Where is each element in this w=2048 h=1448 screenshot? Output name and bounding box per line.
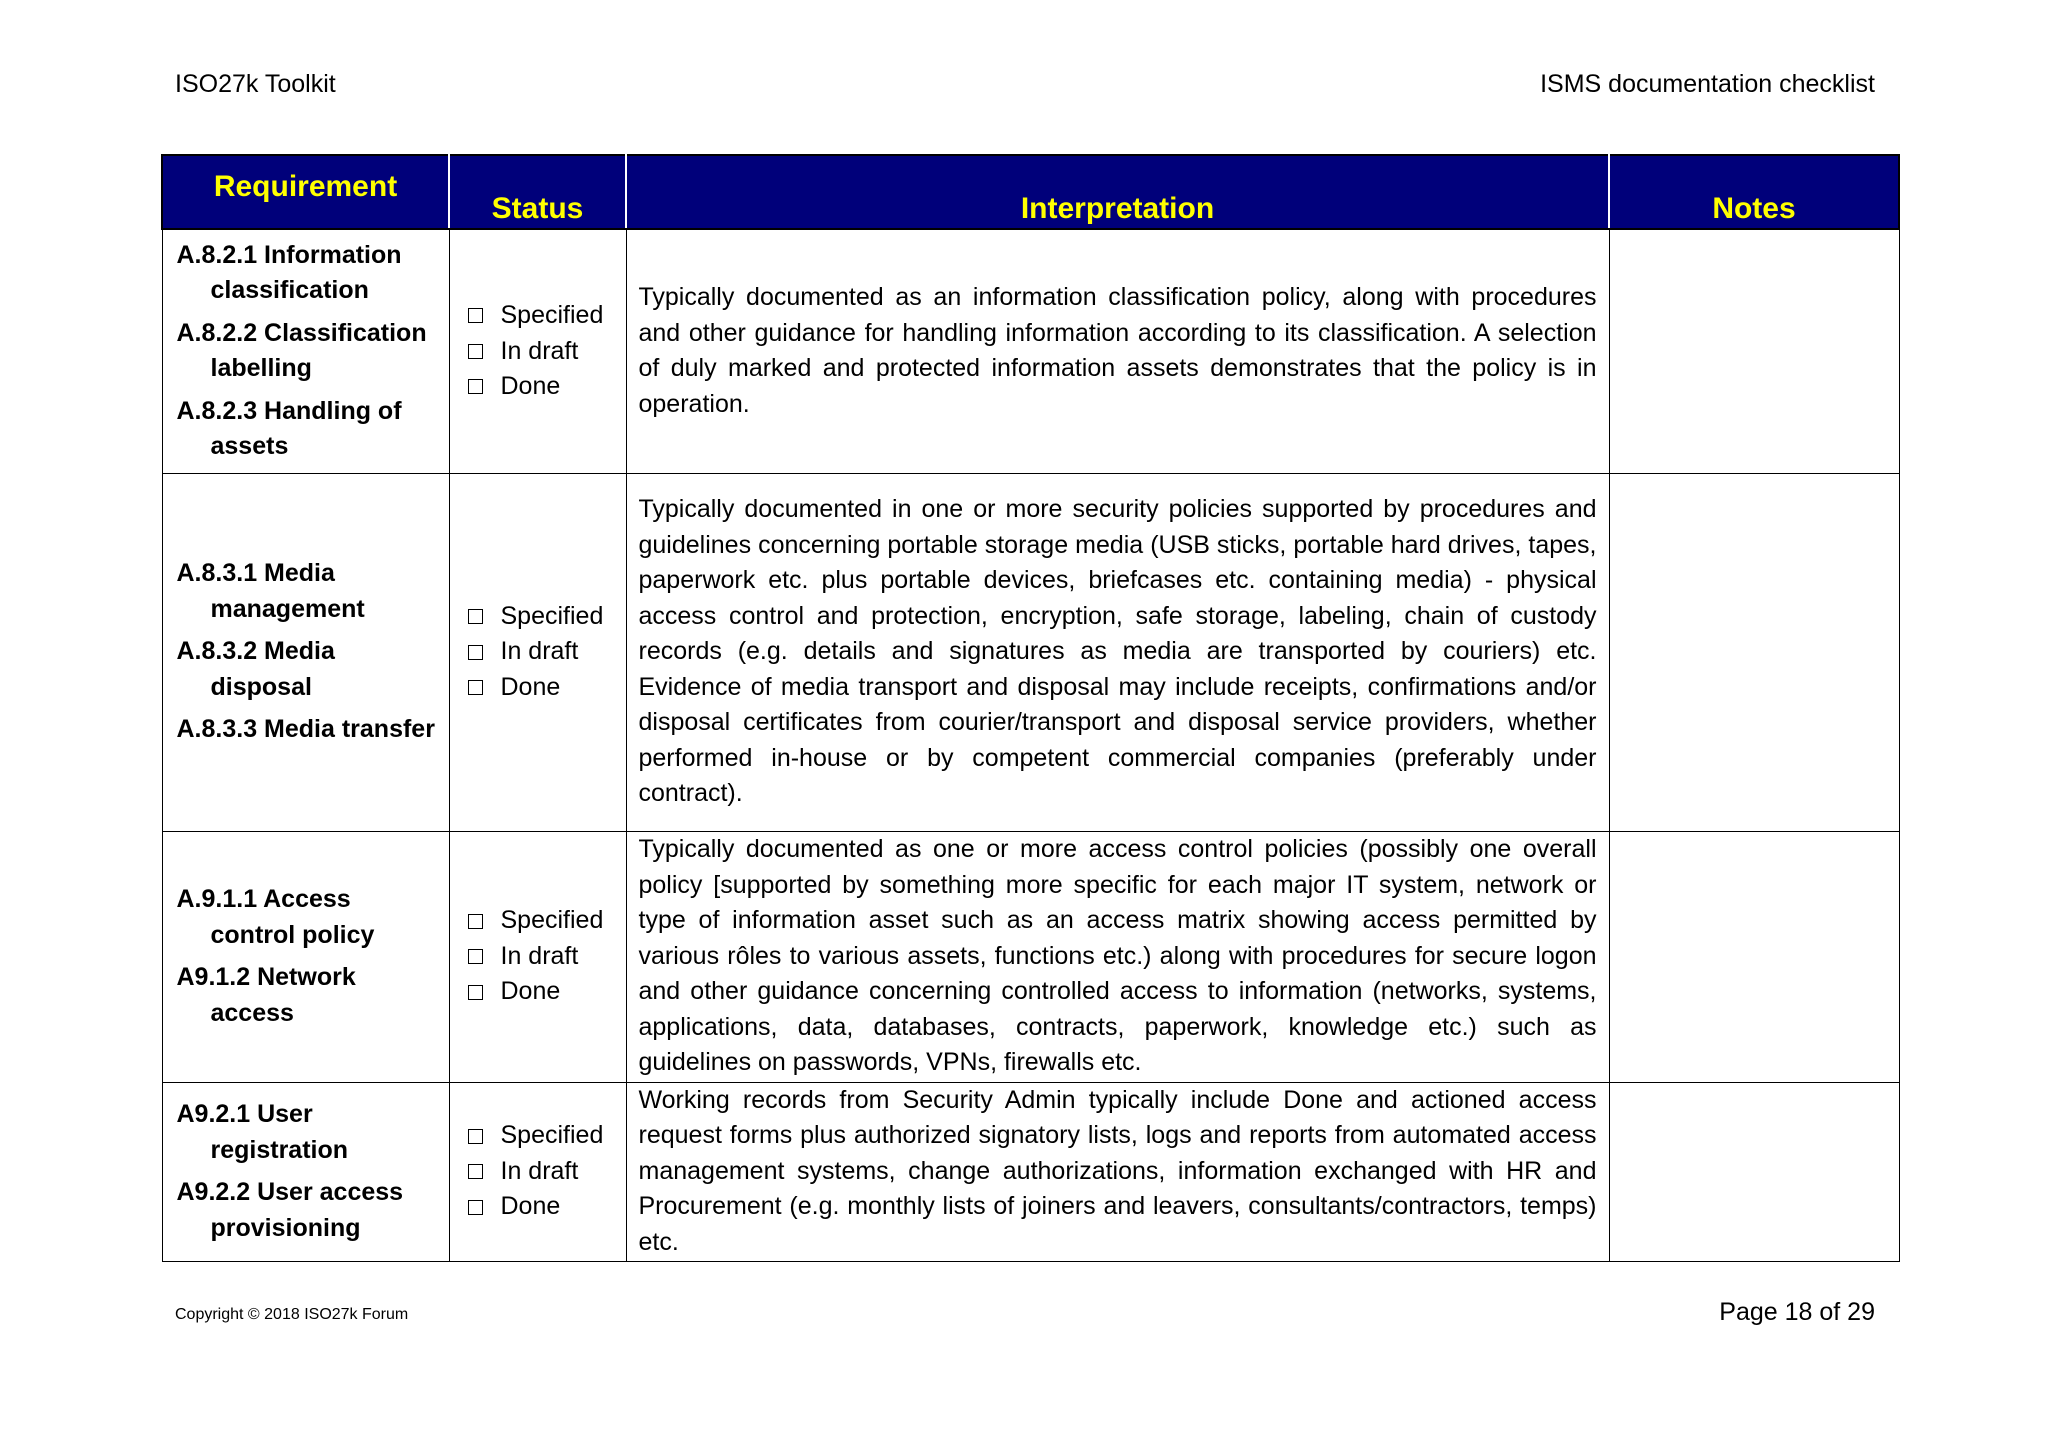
requirement-item: A.9.1.1 Access control policy	[176, 885, 375, 949]
status-label: Done	[500, 1192, 561, 1221]
checkbox-icon[interactable]	[468, 344, 483, 359]
interpretation-cell: Working records from Security Admin typically include Done and actioned access request forms plus authorized signatory lists, logs and reports from automated access management systems, change authorizations, information exchanged with HR and Procurement (e.g. monthly lists of joiners and leavers, consultants/contractors, temps) etc.	[626, 1082, 1609, 1261]
status-option-in-draft[interactable]	[468, 634, 614, 670]
requirement-item: A9.1.2 Network access	[176, 963, 356, 1027]
status-option-specified[interactable]	[468, 599, 614, 635]
table-row	[162, 1082, 1899, 1261]
status-label: In draft	[500, 336, 579, 365]
status-cell	[449, 831, 626, 1082]
requirement-item: A.8.2.2 Classification labelling	[176, 318, 427, 383]
status-label: Specified	[500, 906, 604, 935]
document-header-right: ISMS documentation checklist	[1540, 70, 1875, 98]
status-cell	[449, 473, 626, 831]
checkbox-icon[interactable]	[468, 645, 483, 660]
status-option-specified[interactable]	[468, 903, 614, 939]
requirement-cell	[162, 473, 449, 831]
requirement-item: A.8.3.1 Media management	[176, 559, 365, 623]
notes-cell[interactable]	[1609, 1082, 1899, 1261]
table-row	[162, 473, 1899, 831]
requirement-item: A9.2.1 User registration	[176, 1100, 349, 1164]
requirement-cell	[162, 1082, 449, 1261]
checkbox-icon[interactable]	[468, 1129, 483, 1144]
checkbox-icon[interactable]	[468, 949, 483, 964]
requirement-item: A.8.3.3 Media transfer	[176, 715, 435, 744]
document-header-left: ISO27k Toolkit	[175, 70, 336, 98]
status-label: Done	[500, 977, 561, 1006]
status-label: Done	[500, 672, 561, 701]
table-row	[162, 831, 1899, 1082]
requirement-cell	[162, 831, 449, 1082]
requirement-cell	[162, 229, 449, 473]
notes-cell[interactable]	[1609, 473, 1899, 831]
interpretation-cell: Typically documented in one or more security policies supported by procedures and guidelines concerning portable storage media (USB sticks, portable hard drives, tapes, paperwork etc. plus portable devices, briefcases etc. containing media) - physical access control and protection, encryption, safe storage, labeling, chain of custody records (e.g. details and signatures as media are transported by couriers) etc. Evidence of media transport and disposal may include receipts, confirmations and/or disposal certificates from courier/transport and disposal service providers, whether performed in-house or by competent commercial companies (preferably under contract).	[626, 473, 1609, 831]
column-header-status: Status	[449, 155, 626, 229]
requirement-item: A9.2.2 User access provisioning	[176, 1178, 404, 1242]
status-option-done[interactable]	[468, 1189, 614, 1225]
status-option-specified[interactable]	[468, 298, 614, 334]
checkbox-icon[interactable]	[468, 680, 483, 695]
checkbox-icon[interactable]	[468, 985, 483, 1000]
page-number: Page 18 of 29	[1719, 1298, 1875, 1326]
status-label: Specified	[500, 301, 604, 329]
status-option-in-draft[interactable]	[468, 334, 614, 370]
requirement-item: A.8.3.2 Media disposal	[176, 637, 335, 701]
checkbox-icon[interactable]	[468, 609, 483, 624]
column-header-interpretation: Interpretation	[626, 155, 1609, 229]
checklist-table	[161, 154, 1900, 1262]
checkbox-icon[interactable]	[468, 914, 483, 929]
status-option-done[interactable]	[468, 369, 614, 405]
checkbox-icon[interactable]	[468, 379, 483, 394]
status-label: In draft	[500, 941, 579, 970]
status-label: In draft	[500, 637, 579, 666]
status-label: In draft	[500, 1156, 579, 1185]
requirement-item: A.8.2.3 Handling of assets	[176, 396, 402, 461]
status-cell	[449, 229, 626, 473]
checkbox-icon[interactable]	[468, 1200, 483, 1215]
table-row	[162, 229, 1899, 473]
status-label: Done	[500, 372, 561, 400]
requirement-item: A.8.2.1 Information classification	[176, 240, 402, 305]
status-label: Specified	[500, 1121, 604, 1150]
table-header-row	[162, 155, 1899, 229]
notes-cell[interactable]	[1609, 229, 1899, 473]
column-header-notes: Notes	[1609, 155, 1899, 229]
notes-cell[interactable]	[1609, 831, 1899, 1082]
status-option-in-draft[interactable]	[468, 1154, 614, 1190]
copyright-notice: Copyright © 2018 ISO27k Forum	[175, 1306, 409, 1323]
status-cell	[449, 1082, 626, 1261]
interpretation-cell: Typically documented as an information classification policy, along with procedures and other guidance for handling information according to its classification. A selection of duly marked and protected information assets demonstrates that the policy is in operation.	[626, 229, 1609, 473]
column-header-requirement: Requirement	[162, 155, 449, 229]
status-label: Specified	[500, 601, 604, 630]
status-option-specified[interactable]	[468, 1118, 614, 1154]
status-option-done[interactable]	[468, 670, 614, 706]
status-option-done[interactable]	[468, 974, 614, 1010]
interpretation-cell: Typically documented as one or more access control policies (possibly one overall policy [supported by something more specific for each major IT system, network or type of information asset such as an access matrix showing access permitted by various rôles to various assets, functions etc.) along with procedures for secure logon and other guidance concerning controlled access to information (networks, systems, applications, data, databases, contracts, paperwork, knowledge etc.) such as guidelines on passwords, VPNs, firewalls etc.	[626, 831, 1609, 1082]
checkbox-icon[interactable]	[468, 1164, 483, 1179]
checkbox-icon[interactable]	[468, 308, 483, 323]
status-option-in-draft[interactable]	[468, 939, 614, 975]
